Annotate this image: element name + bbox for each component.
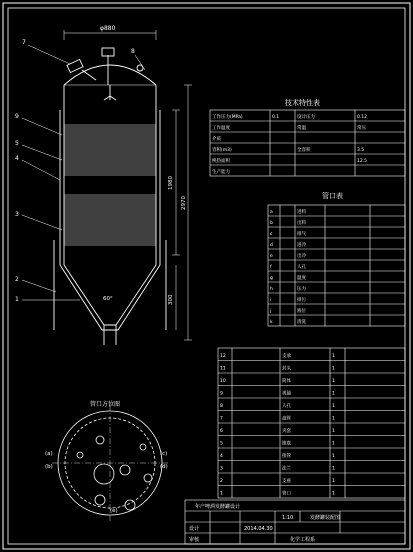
table-cell: 介质 [212, 136, 221, 142]
callout-7: 7 [22, 39, 26, 46]
table-cell: 1 [332, 366, 335, 372]
table-cell: 容积(m3) [212, 147, 232, 153]
table-cell: 12.5 [357, 158, 368, 164]
plan-label-b: (b) [45, 464, 53, 470]
callout-9: 9 [15, 113, 19, 120]
table-cell: 设计压力 [297, 114, 315, 120]
plan-label-a: (a) [45, 451, 53, 457]
table-cell: 液位 [297, 308, 306, 314]
table-cell: 排气 [297, 231, 306, 237]
tech-table-title: 技术特性表 [285, 99, 320, 107]
title-designer: 设计 [189, 526, 200, 532]
table-cell: 9 [220, 391, 223, 397]
table-cell: 工作温度 [212, 125, 230, 131]
table-cell: 11 [220, 366, 226, 372]
table-cell: 12 [220, 354, 226, 359]
callout-8: 8 [131, 48, 135, 55]
table-cell: 筒体 [282, 379, 291, 384]
table-cell: 4 [220, 454, 223, 459]
title-scale: 1:10 [282, 515, 294, 521]
table-cell: 工作压力(MPa) [212, 114, 243, 120]
dim-cone-angle: 60° [103, 296, 113, 302]
table-border [268, 205, 405, 326]
table-cell: 压力 [297, 286, 306, 292]
table-cell: 1 [332, 379, 335, 384]
table-cell: 5 [220, 441, 223, 447]
table-cell: 3.5 [357, 147, 365, 153]
title-date: 2014.04.30 [244, 526, 273, 532]
table-cell: 6 [220, 429, 223, 434]
table-cell: c [270, 231, 273, 237]
tech-table [210, 98, 405, 176]
callout-3: 3 [15, 211, 19, 218]
nozzle-table [268, 191, 405, 326]
plan-view [52, 405, 168, 521]
cooling-coil-upper [64, 125, 156, 175]
table-cell: 常温 [297, 125, 306, 131]
plan-label-d: (d) [160, 464, 168, 470]
table-cell: g [270, 275, 273, 281]
table-cell: 温度 [297, 275, 306, 281]
table-cell: 换热面积 [212, 158, 230, 164]
table-cell: 1 [332, 491, 335, 497]
plan-label-c: (c) [160, 451, 168, 457]
callout-4: 4 [15, 155, 19, 162]
table-cell: i [270, 297, 272, 303]
plan-label-e: (e) [110, 508, 118, 514]
table-cell: f [270, 264, 272, 270]
table-cell: 7 [220, 416, 223, 422]
parts-list [218, 348, 405, 498]
table-cell: 锥底 [282, 441, 291, 447]
table-cell: 出料 [297, 220, 306, 226]
table-cell: 3 [220, 466, 223, 472]
callout-2: 2 [15, 276, 19, 283]
table-cell: 1 [332, 354, 335, 359]
table-cell: h [270, 286, 273, 292]
table-cell: d [270, 242, 273, 248]
table-cell: 盘管 [282, 416, 291, 422]
table-cell: 1 [332, 429, 335, 434]
table-cell: 人孔 [282, 404, 291, 409]
table-cell: 支座 [282, 479, 291, 484]
table-cell: 1 [332, 466, 335, 472]
table-cell: 视镜 [282, 391, 291, 397]
callout-5: 5 [15, 140, 19, 147]
title-checker: 审核 [189, 537, 200, 543]
table-cell: 管口 [282, 491, 291, 497]
table-cell: a [270, 209, 273, 215]
dim-cone-height: 300 [168, 294, 174, 305]
dim-total-height: 2970 [181, 196, 187, 210]
table-cell: 人孔 [297, 264, 306, 270]
table-cell: 1 [220, 491, 223, 497]
dim-top-width: φ880 [100, 25, 116, 32]
table-cell: 夹套 [282, 429, 291, 434]
title-block-text [189, 503, 340, 543]
table-cell: e [270, 253, 273, 259]
dim-body-height: 1980 [168, 176, 174, 190]
callout-leaders [22, 45, 145, 300]
plan-view-title: 管口方位图 [90, 401, 121, 408]
table-cell: 封头 [282, 366, 291, 372]
table-cell: 全容积 [297, 147, 311, 153]
table-cell: 1 [332, 404, 335, 409]
table-cell: b [270, 220, 273, 226]
table-cell: 0.12 [357, 114, 368, 120]
table-cell: 1 [332, 454, 335, 459]
table-cell: 1 [332, 479, 335, 484]
table-cell: k [270, 319, 273, 325]
cooling-coil-lower [64, 195, 156, 245]
table-cell: 排污 [297, 297, 306, 303]
table-cell: 接管 [282, 454, 291, 459]
table-cell: 0.1 [272, 114, 280, 120]
table-cell: j [270, 308, 272, 314]
nozzle-table-title: 管口表 [322, 192, 343, 200]
table-cell: 10 [220, 379, 226, 384]
title-project: 年产啤酒发酵罐设计 [195, 504, 241, 510]
table-cell: 出冷 [297, 253, 306, 259]
title-drawing-name: 发酵罐装配图 [310, 515, 341, 521]
table-cell: 法兰 [282, 466, 291, 472]
table-cell: 支承 [282, 354, 291, 359]
title-school: 化学工程系 [290, 537, 316, 543]
table-cell: 常压 [357, 125, 366, 131]
table-cell: 1 [332, 416, 335, 422]
table-cell: 8 [220, 404, 223, 409]
table-cell: 进冷 [297, 242, 306, 248]
table-cell: 清洗 [297, 319, 306, 325]
table-cell: 进料 [297, 209, 306, 215]
table-cell: 1 [332, 391, 335, 397]
table-cell: 2 [220, 479, 223, 484]
table-cell: 生产能力 [212, 169, 230, 175]
table-cell: 1 [332, 441, 335, 447]
plan-labels [45, 451, 168, 514]
callout-1: 1 [15, 296, 19, 303]
